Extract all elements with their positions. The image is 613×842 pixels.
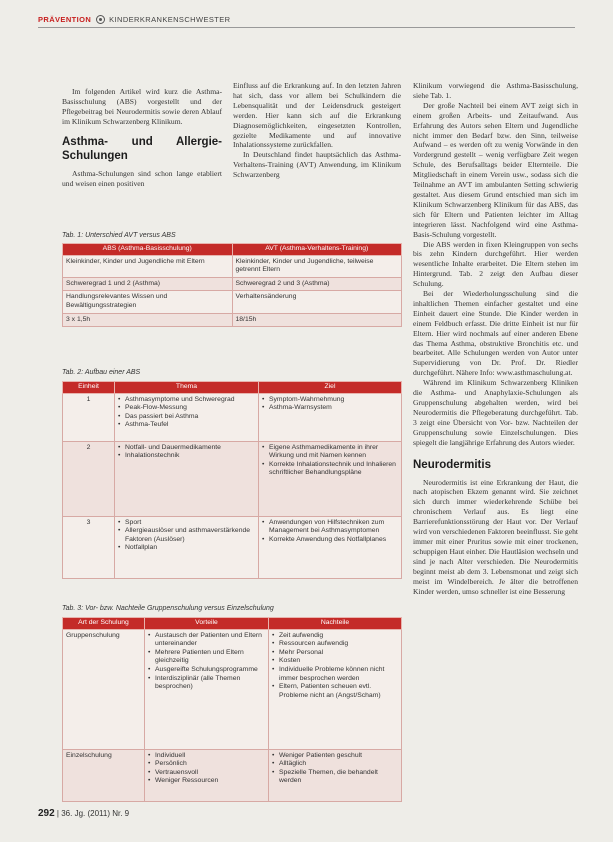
paragraph: Der große Nachteil bei einem AVT zeigt sich in einem großen Arbeits- und Zeitaufwand. Aus Erfahrung des Autors sehen Eltern und Jugendliche nicht immer den Bedarf bzw. den Sinn, teilweise Aufwand – es werden oft zu wenig Vorwände in den Vordergrund gestellt – wenig verfügbare Zeit wegen Schule, des Berufsalltags beider Elternteile. Die Mitgliedschaft in einem Verein usw., sodass sich die Teilnahme an AVT im ambulanten Setting schwierig gestaltet. Aus diesem Grund entschied man sich im Klinikum Schwarzenberg Klinikum für das ABS, das sich für Eltern und Patienten leichter im Alltag integrieren lässt. Nachfolgend wird eine Asthma-Basis-Schulung vorgestellt. — [413, 100, 578, 239]
list-item: • Eltern, Patienten scheuen evtl. Probleme nicht an (Angst/Scham) — [272, 683, 398, 700]
paragraph: Neurodermitis ist eine Erkrankung der Haut, die nach atopischen Ekzem genannt wird. Sie zeichnet sich durch immer wiederkehrende Schübe bei chronischem Verlauf aus. Es liegt eine Barrierefunktionsstörung der Haut vor. Der Verlauf wird von verschiedenen Faktoren beeinflusst. Sie geht immer mit einer Pruritus sowie mit einer trockenen, schuppigen Haut einher. Die Hautläsion wechseln und sind je nach Alter verschieden. Die Neurodermitis beginnt meist ab dem 3. Lebensmonat und zeigt sich meist im Windelbereich. Je älter die betroffenen Kinder werden, umso schneller ist eine Besserung — [413, 477, 578, 596]
table-cell: Kleinkinder, Kinder und Jugendliche mit Eltern — [63, 255, 233, 277]
table-3 — [62, 617, 402, 802]
table-cell — [259, 393, 402, 441]
table-cell: Handlungsrelevantes Wissen und Bewältigungsstrategien — [63, 291, 233, 313]
section-label: PRÄVENTION — [38, 15, 92, 24]
table-header: Thema — [115, 382, 259, 394]
list-item: • Persönlich — [148, 760, 265, 769]
list-item: • Interdisziplinär (alle Themen besprochen) — [148, 675, 265, 692]
table-header: Nachteile — [269, 618, 402, 630]
list-item: • Notfallplan — [118, 544, 255, 553]
issue-info: | 36. Jg. (2011) Nr. 9 — [56, 809, 130, 818]
table-2-caption: Tab. 2: Aufbau einer ABS — [62, 369, 141, 376]
table-header: Einheit — [63, 382, 115, 394]
table-header: Vorteile — [145, 618, 269, 630]
table-row — [63, 441, 402, 516]
list-item: • Notfall- und Dauermedikamente — [118, 444, 255, 453]
list-item: • Korrekte Inhalationstechnik und Inhalieren schriftlicher Behandlungspläne — [262, 461, 398, 478]
journal-logo-icon — [96, 15, 105, 24]
table-cell: Schweregrad 2 und 3 (Asthma) — [232, 277, 402, 291]
section-heading-neurodermitis: Neurodermitis — [413, 458, 491, 471]
list-item: • Eigene Asthmamedikamente in ihrer Wirkung und mit Namen kennen — [262, 444, 398, 461]
list-item: • Mehr Personal — [272, 649, 398, 658]
list-item: • Weniger Patienten geschult — [272, 752, 398, 761]
paragraph: Klinikum vorwiegend die Asthma-Basisschulung, siehe Tab. 1. — [413, 81, 578, 100]
table-row — [63, 255, 402, 277]
table-row — [63, 393, 402, 441]
table-1 — [62, 243, 402, 327]
table-row — [63, 291, 402, 313]
list-item: • Inhalationstechnik — [118, 452, 255, 461]
section-heading-asthma: Asthma- und Allergie-Schulungen — [62, 135, 222, 162]
table-row — [63, 516, 402, 578]
intro-paragraph: Im folgenden Artikel wird kurz die Asthma-Basisschulung (ABS) vorgestellt und der Pflegebeitrag bei Neurodermitis sowie deren Ablauf im Klinikum Schwarzenberg Klinikum. — [62, 87, 222, 126]
table-cell — [115, 441, 259, 516]
table-row — [63, 749, 402, 801]
table-cell: Gruppenschulung — [63, 629, 145, 749]
table-row — [63, 277, 402, 291]
table-cell — [269, 749, 402, 801]
table-2 — [62, 381, 402, 579]
list-item: • Individuelle Probleme können nicht immer besprochen werden — [272, 666, 398, 683]
table-header: ABS (Asthma-Basisschulung) — [63, 244, 233, 256]
list-item: • Vertrauensvoll — [148, 769, 265, 778]
column-2 — [233, 81, 401, 180]
running-header — [38, 15, 230, 24]
table-cell — [145, 629, 269, 749]
column-1 — [62, 87, 222, 188]
table-row — [63, 629, 402, 749]
list-item: • Allergieauslöser und asthmaverstärkende Faktoren (Auslöser) — [118, 527, 255, 544]
list-item: • Individuell — [148, 752, 265, 761]
table-cell: Kleinkinder, Kinder und Jugendliche, teilweise getrennt Eltern — [232, 255, 402, 277]
table-cell: 2 — [63, 441, 115, 516]
list-item: • Spezielle Themen, die behandelt werden — [272, 769, 398, 786]
table-cell — [269, 629, 402, 749]
list-item: • Alltäglich — [272, 760, 398, 769]
list-item: • Ressourcen aufwendig — [272, 640, 398, 649]
table-cell: 18/15h — [232, 313, 402, 327]
table-cell: Schweregrad 1 und 2 (Asthma) — [63, 277, 233, 291]
table-1-caption: Tab. 1: Unterschied AVT versus ABS — [62, 232, 176, 239]
paragraph: Die ABS werden in fixen Kleingruppen von sechs bis zehn Kindern durchgeführt. Hier werden wesentliche Inhalte erarbeitet. Die Eltern stehen im Hintergrund. Tab. 2 zeigt den Aufbau dieser Schulung. — [413, 239, 578, 289]
list-item: • Peak-Flow-Messung — [118, 404, 255, 413]
list-item: • Korrekte Anwendung des Notfallplanes — [262, 536, 398, 545]
table-cell — [259, 516, 402, 578]
table-cell — [259, 441, 402, 516]
table-header: AVT (Asthma-Verhaltens-Training) — [232, 244, 402, 256]
list-item: • Weniger Ressourcen — [148, 777, 265, 786]
table-cell — [115, 516, 259, 578]
paragraph: Bei der Wiederholungsschulung sind die inhaltlichen Themen einfacher gestaltet und eine Einheit dauert eine Stunde. Die Kinder werden in einem Feldbuch erfasst. Die dritte Einheit ist nur für Eltern. Hier wird nochmals auf einer anderen Ebene das Thema Asthma, obstruktive Bronchitis etc. und bearbeitet. Alle Schulungen werden von Autor unter Supervidierung von Dr. Prof. Dr. Riedler durchgeführt. Nähere Info: www.asthmaschulung.at. — [413, 289, 578, 378]
list-item: • Austausch der Patienten und Eltern untereinander — [148, 632, 265, 649]
table-cell — [115, 393, 259, 441]
table-cell: Einzelschulung — [63, 749, 145, 801]
table-3-caption: Tab. 3: Vor- bzw. Nachteile Gruppenschulung versus Einzelschulung — [62, 605, 274, 612]
column-3 — [413, 81, 578, 801]
list-item: • Anwendungen von Hilfstechniken zum Management bei Asthmasymptomen — [262, 519, 398, 536]
table-cell: Verhaltensänderung — [232, 291, 402, 313]
paragraph: Einfluss auf die Erkrankung auf. In den letzten Jahren hat sich, dass vor allem bei Schulkindern die Lebensqualität und der Leidensdruck gesteigert werden. Hier kann sich auf die Erkrankung Diagnosemöglichkeiten, eingesetzten Kontrollen, gezielte Medikamente und auf innovative Inhalationssysteme zurückfallen. — [233, 81, 401, 150]
list-item: • Asthma-Warnsystem — [262, 404, 398, 413]
list-item: • Zeit aufwendig — [272, 632, 398, 641]
list-item: • Asthma-Teufel — [118, 421, 255, 430]
list-item: • Symptom-Wahrnehmung — [262, 396, 398, 405]
list-item: • Kosten — [272, 657, 398, 666]
table-cell: 3 x 1,5h — [63, 313, 233, 327]
table-cell — [145, 749, 269, 801]
page-footer — [38, 808, 129, 819]
list-item: • Das passiert bei Asthma — [118, 413, 255, 422]
paragraph: Asthma-Schulungen sind schon lange etabliert und weisen einen positiven — [62, 168, 222, 188]
table-cell: 3 — [63, 516, 115, 578]
table-cell: 1 — [63, 393, 115, 441]
list-item: • Mehrere Patienten und Eltern gleichzeitig — [148, 649, 265, 666]
paragraph: In Deutschland findet hauptsächlich das Asthma-Verhaltens-Training (AVT) Anwendung, im Klinikum Schwarzenberg — [233, 150, 401, 180]
list-item: • Asthmasymptome und Schweregrad — [118, 396, 255, 405]
table-row — [63, 313, 402, 327]
page-number: 292 — [38, 808, 55, 819]
table-header: Art der Schulung — [63, 618, 145, 630]
category-label: KINDERKRANKENSCHWESTER — [109, 15, 231, 24]
list-item: • Ausgereifte Schulungsprogramme — [148, 666, 265, 675]
list-item: • Sport — [118, 519, 255, 528]
header-rule — [38, 27, 575, 28]
paragraph: Während im Klinikum Schwarzenberg Kliniken die Asthma- und Anaphylaxie-Schulungen als Gruppenschulung abgehalten werden, wird bei Neurodermitis die Pflegeberatung durchgeführt. Tab. 3 zeigt eine Übersicht von Vor- bzw. Nachteilen der Gruppenschulung sowie Einzelschulungen. Dies spiegelt die langjährige Erfahrung des Autors wieder. — [413, 378, 578, 447]
table-header: Ziel — [259, 382, 402, 394]
